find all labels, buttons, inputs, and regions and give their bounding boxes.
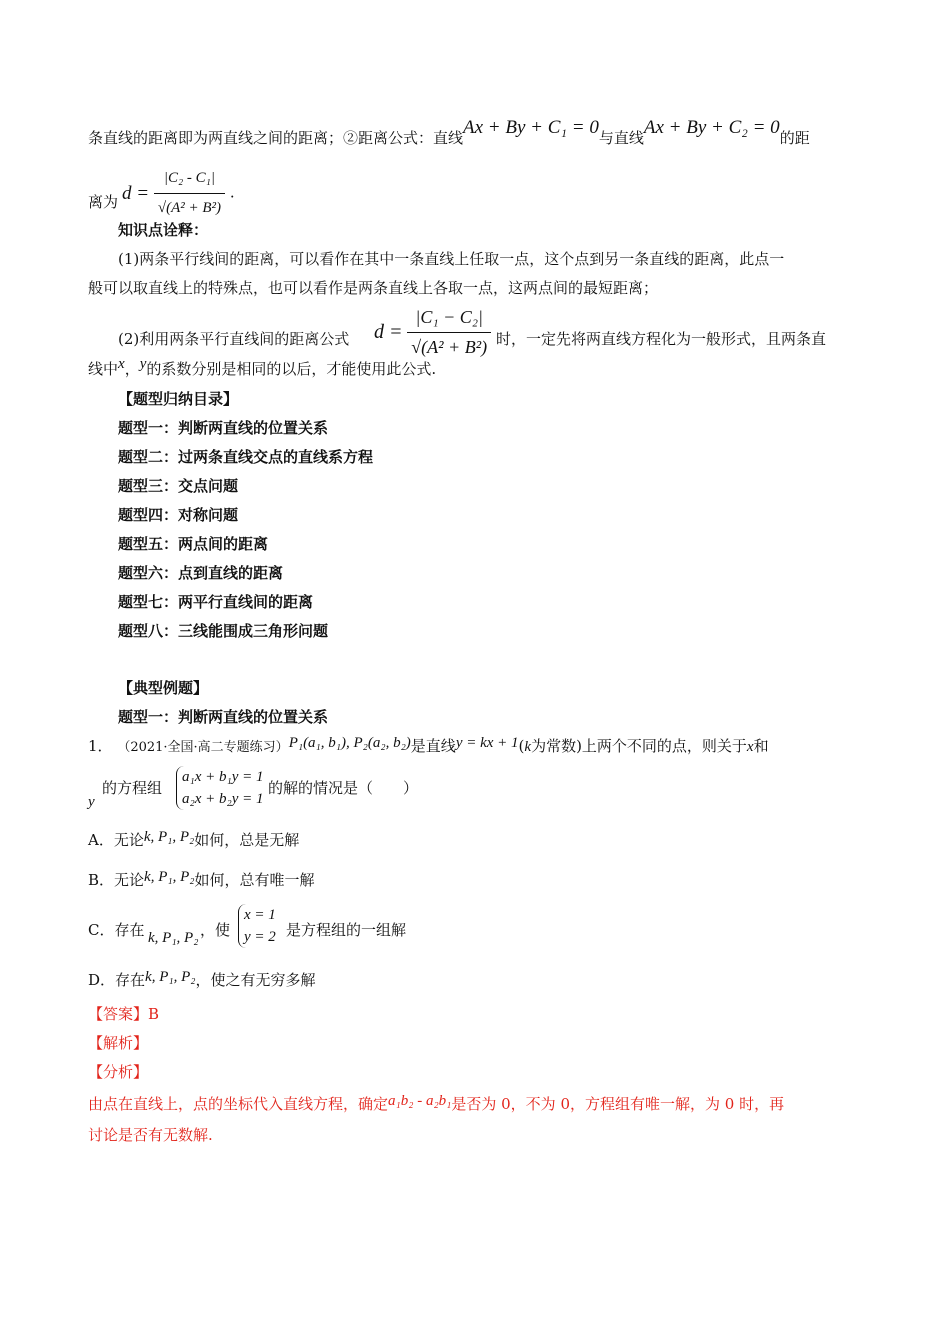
option-a-label: A．无论 [88, 831, 144, 849]
option-d-vars: k, P₁, P₂ [145, 969, 196, 985]
question-points: P₁(a₁, b₁), P₂(a₂, b₂) [288, 735, 411, 751]
option-c[interactable] [88, 900, 864, 960]
system-equation-2: a₂x + b₂y = 1 [182, 791, 264, 807]
note-1-line-a: (1)两条平行线间的距离，可以看作在其中一条直线上任取一点，这个点到另一条直线的距离，此点一 [118, 250, 785, 268]
note-2-text: (2)利用两条平行直线间的距离公式 [118, 330, 350, 348]
note-formula-lhs: d = [374, 321, 403, 343]
formula-numerator: |C₂ - C₁| [154, 164, 225, 194]
option-c-vars: k, P₁, P₂ [148, 930, 199, 946]
equation-system [176, 766, 264, 810]
fenxi-heading: 【分析】 [88, 1063, 149, 1081]
question-text-1: 是直线 [410, 737, 456, 755]
catalog-item: 题型四：对称问题 [118, 506, 239, 524]
intro-line-1 [88, 118, 864, 158]
note-2-line-a [88, 303, 864, 355]
option-a-vars: k, P₁, P₂ [143, 829, 195, 845]
option-c-system [238, 904, 276, 948]
question-text-5: 的方程组 [102, 779, 163, 797]
fenxi-line-a [88, 1087, 864, 1121]
formula-lhs: d = [122, 183, 150, 204]
catalog-item: 题型七：两平行直线间的距离 [118, 593, 314, 611]
var-k: k [524, 739, 532, 755]
option-c-eq-1: x = 1 [244, 907, 276, 923]
formula-denominator: √(A² + B²) [157, 200, 222, 216]
question-line-equation: y = kx + 1 [455, 735, 519, 751]
note-2b-comma: ， [124, 360, 140, 378]
distance-formula [122, 164, 235, 223]
var-x: x [746, 739, 754, 755]
catalog-item: 题型五：两点间的距离 [118, 535, 269, 553]
note-formula-numerator: |C₁ − C₂| [407, 303, 491, 333]
catalog-item: 题型二：过两条直线交点的直线系方程 [118, 448, 374, 466]
notes-heading: 知识点诠释： [118, 221, 209, 239]
option-d-text: ，使之有无穷多解 [195, 971, 316, 989]
option-b[interactable] [88, 860, 864, 900]
question-source: （2021·全国·高二专题练习） [117, 740, 289, 755]
var-y: y [139, 356, 147, 372]
fenxi-text-a: 由点在直线上，点的坐标代入直线方程，确定 [88, 1095, 389, 1113]
note-2b-end: 的系数分别是相同的以后，才能使用此公式. [146, 360, 437, 378]
catalog-item: 题型一：判断两直线的位置关系 [118, 419, 329, 437]
type-title: 题型一：判断两直线的位置关系 [118, 708, 329, 726]
document-page [88, 118, 864, 1150]
option-d[interactable] [88, 960, 864, 1000]
option-b-vars: k, P₁, P₂ [144, 869, 195, 885]
line-equation-2: Ax + By + C₂ = 0 [643, 117, 780, 138]
question-1-line-a [88, 732, 864, 764]
catalog-item: 题型八：三线能围成三角形问题 [118, 622, 329, 640]
option-a[interactable] [88, 820, 864, 860]
question-number: 1． [88, 737, 113, 755]
analysis-heading: 【解析】 [88, 1034, 149, 1052]
intro-mid: 与直线 [598, 129, 644, 147]
option-a-text: 如何，总是无解 [194, 831, 300, 849]
option-d-label: D．存在 [88, 971, 146, 989]
option-c-mid: ，使 [200, 921, 231, 939]
option-b-label: B．无论 [88, 871, 145, 889]
intro-end: 的距 [779, 129, 810, 147]
option-b-text: 如何，总有唯一解 [194, 871, 315, 889]
fenxi-text-b: 是否为 0，不为 0，方程组有唯一解，为 0 时，再 [451, 1095, 785, 1113]
question-text-3: 为常数)上两个不同的点，则关于 [531, 737, 747, 755]
formula-period: . [229, 183, 235, 202]
note-formula-denominator: √(A² + B²) [411, 337, 488, 357]
var-y: y [88, 794, 95, 810]
option-c-text: 是方程组的一组解 [286, 921, 407, 939]
question-text-6: 的解的情况是（ ） [268, 779, 419, 797]
formula-fraction [154, 164, 225, 223]
catalog-item: 题型三：交点问题 [118, 477, 239, 495]
note-2-formula [374, 303, 491, 362]
note-1-line-b: 般可以取直线上的特殊点，也可以看作是两条直线上各取一点，这两点间的最短距离； [88, 279, 659, 297]
note-2-line-b [88, 355, 864, 385]
question-1-line-b [88, 764, 864, 820]
line-equation-1: Ax + By + C₁ = 0 [463, 117, 599, 138]
catalog-item: 题型六：点到直线的距离 [118, 564, 284, 582]
option-c-label: C．存在 [88, 921, 145, 939]
question-text-4: 和 [753, 737, 769, 755]
note-2b-start: 线中 [88, 360, 119, 378]
system-equation-1: a₁x + b₁y = 1 [182, 769, 264, 785]
option-c-eq-2: y = 2 [244, 929, 276, 945]
examples-heading: 【典型例题】 [118, 679, 209, 697]
fenxi-expression: a₁b₂ - a₂b₁ [388, 1093, 452, 1109]
var-x: x [118, 356, 125, 372]
intro-text: 条直线的距离即为两直线之间的距离；②距离公式：直线 [88, 129, 464, 147]
note-formula-fraction [407, 303, 491, 362]
fenxi-line-b: 讨论是否有无数解. [88, 1126, 213, 1144]
intro-text-2: 离为 [88, 193, 119, 211]
question-text-2: ( [518, 737, 525, 755]
note-2-text-end: 时，一定先将两直线方程化为一般形式，且两条直 [496, 330, 827, 348]
intro-line-2 [88, 158, 864, 216]
catalog-heading: 【题型归纳目录】 [118, 390, 239, 408]
answer: 【答案】B [88, 1005, 160, 1023]
